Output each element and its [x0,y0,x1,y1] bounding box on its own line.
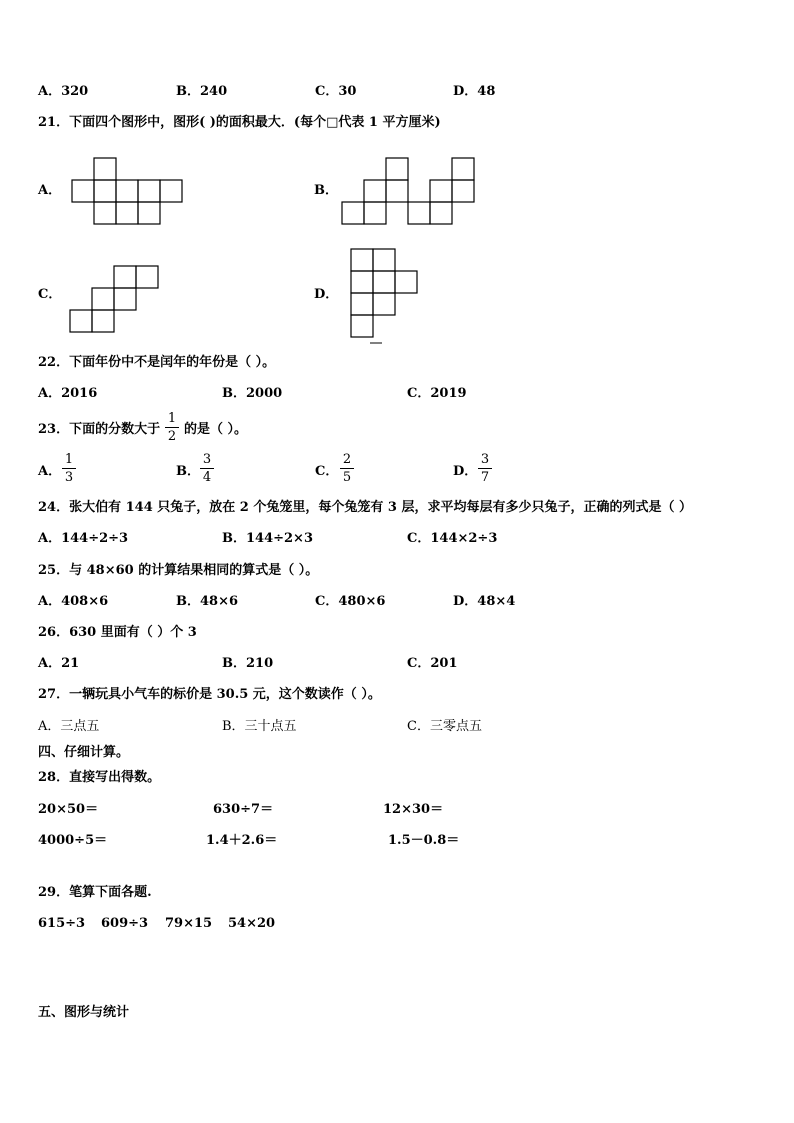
q24-option-a: A．144÷2÷3 [38,531,129,546]
q23-label-d: D． [453,464,478,479]
q23-label-b: B． [176,464,200,479]
q25-option-a: A．408×6 [38,594,109,609]
q24-option-b: B．144÷2×3 [222,531,314,546]
section-4-heading: 四、仔细计算。 [38,745,130,760]
q28-item-4: 4000÷5＝ [38,833,108,848]
q23-stem-fraction [165,411,179,444]
q25-option-b: B．48×6 [176,594,239,609]
fraction-numerator: 3 [480,452,490,467]
q25-option-d: D．48×4 [453,594,516,609]
q21-label-a: A． [38,183,62,198]
q24-question: 24．张大伯有 144 只兔子，放在 2 个兔笼里，每个兔笼有 3 层，求平均每层有多少只兔子，正确的列式是（ ） [38,500,692,515]
q25-option-c: C．480×6 [315,594,386,609]
q29-item-3: 79×15 [165,916,213,931]
q22-option-c: C．2019 [407,386,467,401]
fraction-denominator: 5 [342,470,352,485]
q23-stem-denominator: 2 [167,429,177,444]
fraction-numerator: 1 [64,452,74,467]
fraction-denominator: 3 [64,470,74,485]
q21-label-d: D． [314,287,339,302]
q23-question-before: 23．下面的分数大于 [38,422,161,437]
q23-option-d-fraction [478,452,492,485]
fraction-denominator: 4 [202,470,212,485]
q28-item-1: 20×50＝ [38,802,99,817]
q21-figure-b [340,157,480,229]
q27-option-b: B．三十点五 [222,719,297,734]
q22-option-b: B．2000 [222,386,283,401]
q29-question: 29．笔算下面各题. [38,885,152,900]
q23-label-c: C． [315,464,339,479]
q28-item-5: 1.4＋2.6＝ [206,833,278,848]
q23-option-c-fraction [340,452,354,485]
fraction-numerator: 3 [202,452,212,467]
q21-figure-d [350,248,422,345]
q26-option-b: B．210 [222,656,274,671]
q21-question: 21．下面四个图形中，图形( )的面积最大．(每个□代表 1 平方厘米) [38,115,441,130]
q27-option-c: C．三零点五 [407,719,482,734]
q22-option-a: A．2016 [38,386,98,401]
q20-option-c: C．30 [315,84,357,99]
fraction-numerator: 2 [342,452,352,467]
q24-option-c: C．144×2÷3 [407,531,498,546]
q21-figure-c [68,265,163,335]
q27-option-a: A．三点五 [38,719,100,734]
q28-question: 28．直接写出得数。 [38,770,161,785]
q23-question-after: 的是（ ）。 [184,422,248,437]
q28-item-3: 12×30＝ [383,802,444,817]
q28-item-6: 1.5－0.8＝ [388,833,460,848]
q21-label-b: B． [314,183,338,198]
q26-question: 26．630 里面有（ ）个 3 [38,625,197,640]
q22-question: 22．下面年份中不是闰年的年份是（ ）。 [38,355,276,370]
q20-option-a: A．320 [38,84,89,99]
q28-item-2: 630÷7＝ [213,802,274,817]
q23-option-b-fraction [200,452,214,485]
fraction-denominator: 7 [480,470,490,485]
q29-item-4: 54×20 [228,916,276,931]
q27-question: 27．一辆玩具小气车的标价是 30.5 元，这个数读作（ ）。 [38,687,381,702]
q23-stem-numerator: 1 [167,411,177,426]
q26-option-a: A．21 [38,656,80,671]
q29-item-2: 609÷3 [101,916,149,931]
q26-option-c: C．201 [407,656,458,671]
q21-figure-a [70,157,185,227]
q29-item-1: 615÷3 [38,916,86,931]
q21-label-c: C． [38,287,62,302]
q23-option-a-fraction [62,452,76,485]
q20-option-b: B．240 [176,84,228,99]
q23-label-a: A． [38,464,62,479]
section-5-heading: 五、图形与统计 [38,1005,130,1020]
q20-option-d: D．48 [453,84,496,99]
q25-question: 25．与 48×60 的计算结果相同的算式是（ ）。 [38,563,319,578]
